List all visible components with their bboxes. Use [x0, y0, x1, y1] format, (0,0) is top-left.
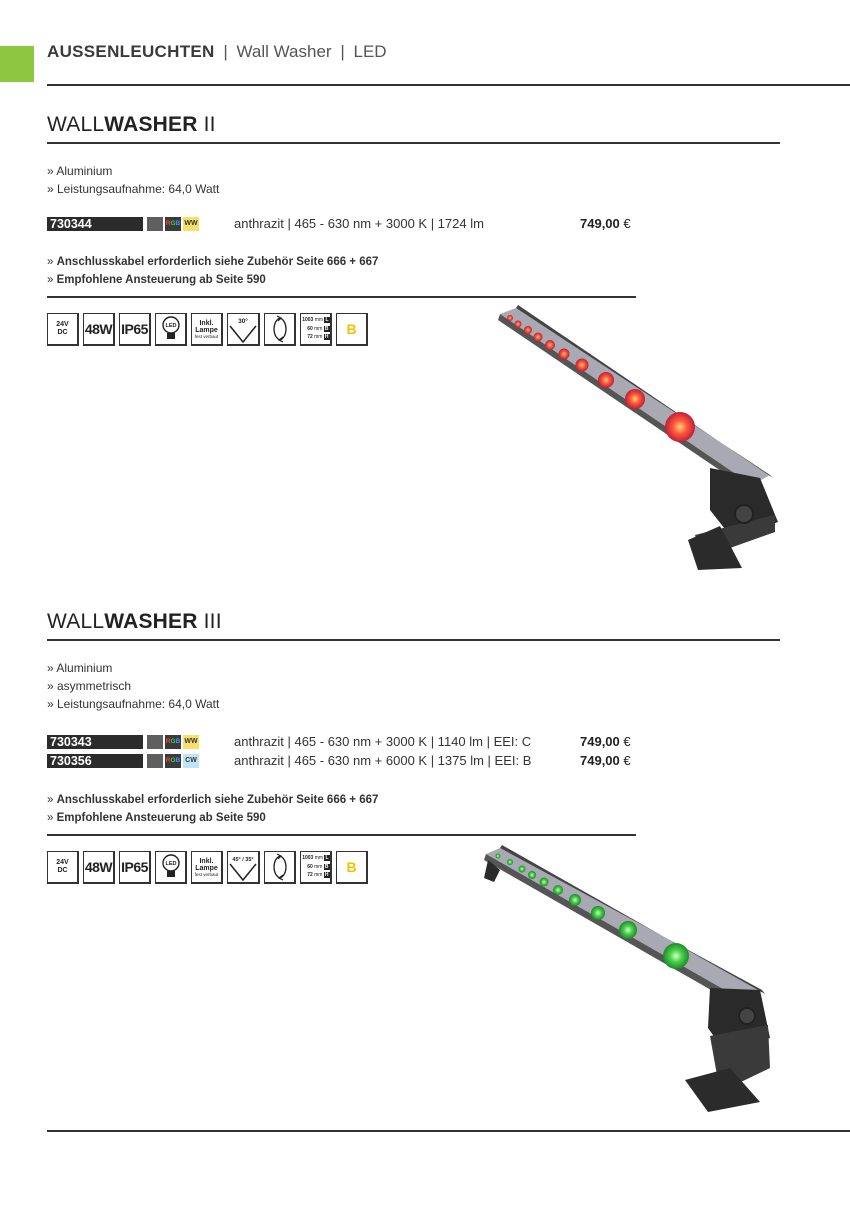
header-sub-led: LED: [353, 42, 387, 61]
notes-list: [47, 253, 378, 289]
variant-price: 749,00 €: [580, 753, 631, 768]
feature-item: » Leistungsaufnahme: 64,0 Watt: [47, 182, 220, 196]
feature-item: » asymmetrisch: [47, 679, 132, 693]
title-light: WALL: [47, 610, 105, 633]
header-separator: |: [223, 42, 228, 61]
section-color-tab: [0, 46, 34, 82]
title-suffix: III: [203, 610, 222, 633]
footer-rule: [47, 1130, 850, 1132]
dimensions-icon: 1003 mm L 60 mm B 72 mm H: [300, 851, 332, 884]
energy-class-icon: B: [336, 851, 368, 884]
header-category: AUSSENLEUCHTEN: [47, 42, 215, 61]
variant-price: 749,00 €: [580, 734, 631, 749]
title-light: WALL: [47, 113, 105, 136]
wattage-icon: 48W: [83, 313, 115, 346]
spec-icons-row: [47, 851, 368, 887]
note-item: » Anschlusskabel erforderlich siehe Zubehör Seite 666 + 667: [47, 256, 379, 268]
notes-rule: [47, 296, 636, 298]
svg-text:30°: 30°: [238, 318, 248, 325]
title-rule: [47, 142, 780, 144]
title-rule: [47, 639, 780, 641]
voltage-icon: 24V DC: [47, 313, 79, 346]
rotatable-icon: [264, 851, 296, 884]
feature-item: » Aluminium: [47, 164, 113, 178]
notes-rule: [47, 834, 636, 836]
header-separator: |: [340, 42, 345, 61]
title-bold: WASHER: [104, 610, 198, 633]
coldwhite-swatch: CW: [183, 754, 199, 768]
warmwhite-swatch: WW: [183, 217, 199, 231]
header-sub-wallwasher: Wall Washer: [236, 42, 332, 61]
warmwhite-swatch: WW: [183, 735, 199, 749]
product-image-wallwasher-ii: [480, 300, 800, 580]
header-rule: [47, 84, 850, 86]
variant-description: anthrazit | 465 - 630 nm + 3000 K | 1140 lm | EEI: C: [234, 734, 532, 749]
article-code: 730344: [47, 217, 143, 231]
spec-icons-row: [47, 313, 368, 349]
ip-rating-icon: IP65: [119, 313, 151, 346]
rgb-swatch: RGB: [165, 754, 181, 768]
note-item: » Empfohlene Ansteuerung ab Seite 590: [47, 812, 266, 824]
note-item: » Empfohlene Ansteuerung ab Seite 590: [47, 274, 266, 286]
feature-item: » Leistungsaufnahme: 64,0 Watt: [47, 697, 220, 711]
lamp-included-icon: Inkl. Lampe fest verbaut: [191, 313, 223, 346]
product-title: [47, 610, 222, 634]
variant-price: 749,00 €: [580, 216, 631, 231]
title-suffix: II: [203, 113, 216, 136]
article-code: 730343: [47, 735, 143, 749]
article-code: 730356: [47, 754, 143, 768]
product-image-wallwasher-iii: [470, 840, 800, 1120]
energy-class-icon: B: [336, 313, 368, 346]
dimensions-icon: 1003 mm L 60 mm B 72 mm H: [300, 313, 332, 346]
svg-text:LED: LED: [165, 323, 176, 329]
led-bulb-icon: [155, 313, 187, 346]
lamp-included-icon: Inkl. Lampe fest verbaut: [191, 851, 223, 884]
feature-list: [47, 659, 219, 713]
variant-description: anthrazit | 465 - 630 nm + 6000 K | 1375 lm | EEI: B: [234, 753, 532, 768]
product-title: [47, 113, 216, 137]
anthracite-swatch: [147, 217, 163, 231]
variant-description: anthrazit | 465 - 630 nm + 3000 K | 1724 lm: [234, 216, 484, 231]
title-bold: WASHER: [104, 113, 198, 136]
rgb-swatch: RGB: [165, 217, 181, 231]
beam-angle-icon: [227, 313, 260, 346]
rotatable-icon: [264, 313, 296, 346]
anthracite-swatch: [147, 754, 163, 768]
svg-text:45° / 35°: 45° / 35°: [232, 857, 254, 863]
svg-text:LED: LED: [165, 861, 176, 867]
feature-item: » Aluminium: [47, 661, 113, 675]
rgb-swatch: RGB: [165, 735, 181, 749]
beam-angle-icon: [227, 851, 260, 884]
anthracite-swatch: [147, 735, 163, 749]
note-item: » Anschlusskabel erforderlich siehe Zubehör Seite 666 + 667: [47, 794, 379, 806]
wattage-icon: 48W: [83, 851, 115, 884]
notes-list: [47, 791, 378, 827]
voltage-icon: 24V DC: [47, 851, 79, 884]
ip-rating-icon: IP65: [119, 851, 151, 884]
led-bulb-icon: [155, 851, 187, 884]
feature-list: [47, 162, 219, 198]
page-header: [47, 42, 387, 62]
